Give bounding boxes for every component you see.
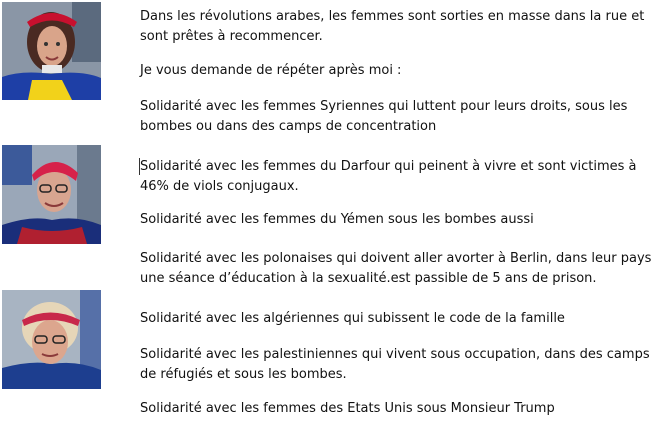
paragraph-usa: Solidarité avec les femmes des Etats Unis sous Monsieur Trump [140,401,555,416]
paragraph-repeat: Je vous demande de répéter après moi : [140,63,402,78]
portrait-photo-woman-glasses [2,145,101,244]
text-cursor [139,158,140,175]
portrait-photo-older-woman [2,290,101,389]
paragraph-syria: Solidarité avec les femmes Syriennes qui luttent pour leurs droits, sous les bombes ou dans des camps de concentration [140,99,628,134]
paragraph-palestine: Solidarité avec les palestiniennes qui vivent sous occupation, dans des camps de réfugiés et sous les bombes. [140,347,650,382]
paragraph-darfur: Solidarité avec les femmes du Darfour qui peinent à vivre et sont victimes à 46% de viols conjugaux. [140,159,637,194]
paragraph-intro: Dans les révolutions arabes, les femmes sont sorties en masse dans la rue et sont prêtes à recommencer. [140,9,645,44]
paragraph-yemen: Solidarité avec les femmes du Yémen sous les bombes aussi [140,212,534,227]
paragraph-algeria: Solidarité avec les algériennes qui subissent le code de la famille [140,311,565,326]
portrait-photo-speaker [2,2,101,100]
paragraph-poland: Solidarité avec les polonaises qui doivent aller avorter à Berlin, dans leur pays une séance d’éducation à la sexualité.est passible de 5 ans de prison. [140,251,652,286]
